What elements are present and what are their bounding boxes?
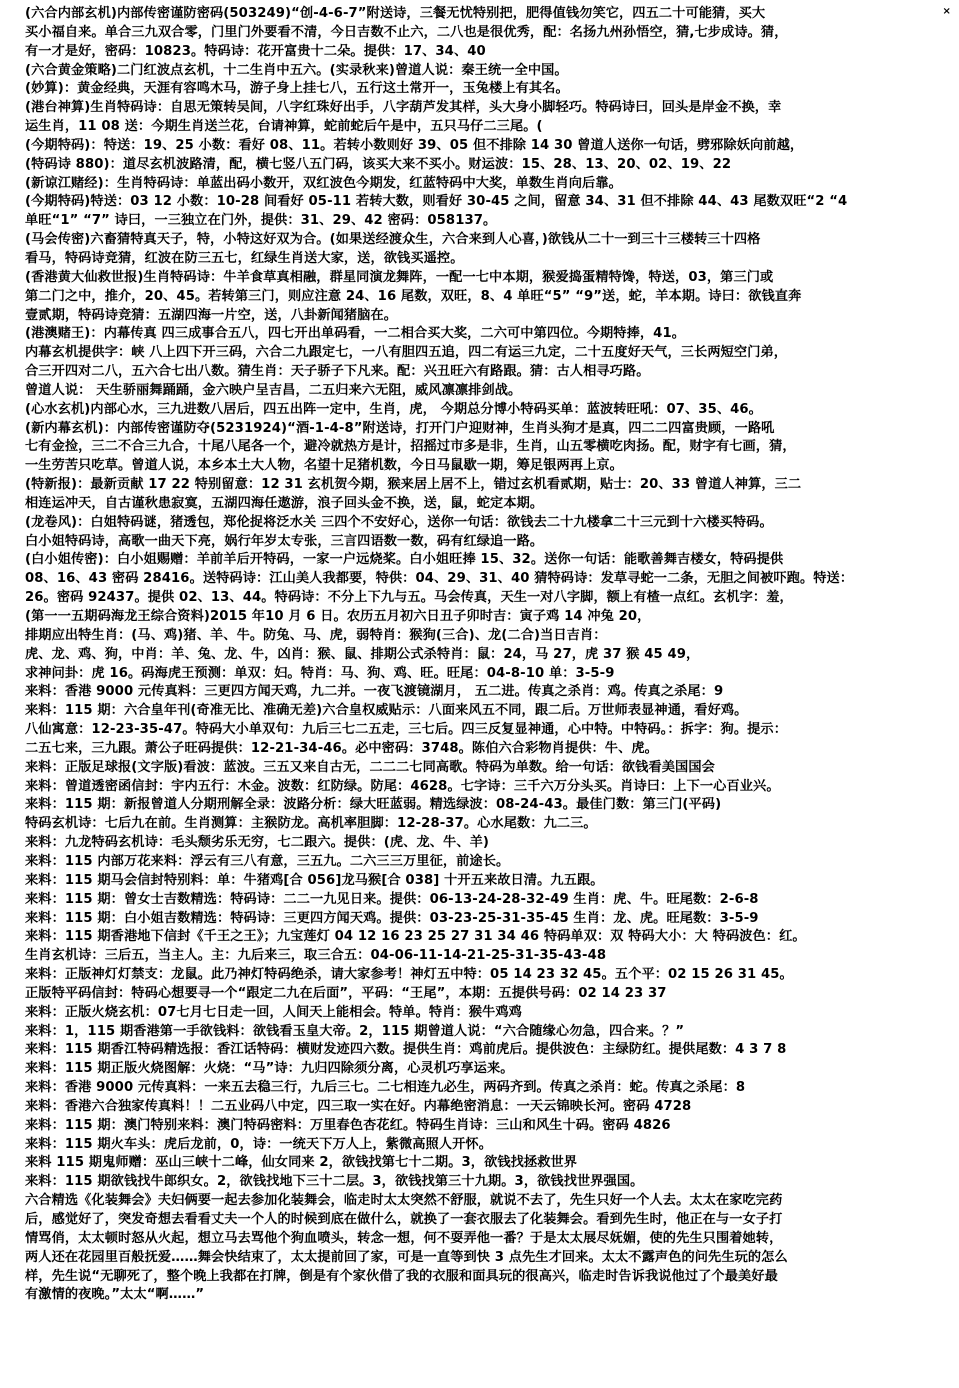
text-line: 后，感觉好了，突发奇想去看看丈夫一个人的时候到底在做什么，就换了一套衣服去了化装舞会。看到先生时，他正在与一女子打 [25,1212,783,1227]
text-line: 正版特平码信封：特码心想要寻一个“跟定二九在后面”，平码：“王尾”，本期：五提供号码：02 14 23 37 [25,985,667,1001]
text-line: 七有金捡，三二不合三九合，十尾八尾各一个，避冷就热方是计，招摇过市多是非，生肖，山五零横吃肉扬。配，财字有七画，猜， [25,439,796,455]
text-line: 来料：正版火烧玄机：07七月七日走一回，人间天上能相会。特单。特肖：猴牛鸡鸡 [25,1004,522,1020]
text-line: 来料：九龙特码玄机诗：毛头颓劣乐无穷，七二跟六。提供：(虎、龙、牛、羊) [25,835,490,851]
text-line: 八仙寓意：12-23-35-47。特码大小单双句：九后三七二五走，三七后。四三反复显神通，心中特。中特码。：拆字：狗。提示： [25,722,787,738]
text-line: 第二门之中，推介，20、45。若转第三门，则应注意 24、16 尾数，双旺，8、4 单旺“5” “9”送，蛇，羊本期。诗曰：欲钱直奔 [25,288,802,304]
text-line: 来料：115 期：澳门特别来料：澳门特码密料：万里春色杏花红。特码生肖诗：三山和风生十码。密码 4826 [25,1117,671,1133]
text-line: 来料：115 期欲钱找牛郎织女。2，欲钱找地下三十二层。3，欲钱找第三十九期。3，欲钱找世界强国。 [25,1174,644,1190]
text-line: 二五七来，三九跟。萧公子旺码提供：12-21-34-46。必中密码：3748。陈伯六合彩物肖提供：牛、虎。 [25,740,658,756]
text-line: (港台神算)生肖特码诗：自思无策转吴间，八字红珠好出手，八字葫芦发其样，头大身小脚轻巧。特码诗曰，回头是岸金不换，幸 [25,100,782,116]
text-line: 来料：115 期马会信封特别料：单：牛猪鸡[合 056]龙马猴[合 038] 十开五来故日清。九五跟。 [25,872,604,888]
text-line: 买小福自来。单合三九双合零，门里门外要看不清，今日吉数不止六，二八也是很优秀，配：名扬九州孙悟空，猜,七步成诗。猜， [25,24,788,40]
text-line: 有一才是好，密码：10823。特码诗：花开富贵十二朵。提供：17、34、40 [25,43,486,59]
text-line: (马会传密)六畜猜特真天子，特，小特这好双为合。(如果送经渡众生，六合来到人心喜，)欲钱从二十一到三十三楼转三十四格 [25,232,761,248]
text-line: 两人还在花园里百般抚爱……舞会快结束了，太太提前回了家，可是一直等到快 3 点先生才回来。太太不露声色的问先生玩的怎么 [25,1249,788,1265]
text-line: (龙卷风)：白姐特码谜，猪透包，郑伦捉将泛水关 三四个不安好心，送你一句话：欲钱去二十九楼拿二十三元到十六楼买特码。 [25,514,773,530]
text-line: 单旺“1” “7” 诗曰，一三独立在门外，提供：31、29、42 密码：058137。 [25,213,497,229]
text-line: 来料：115 期：新报曾道人分期刑解全录：波路分析：绿大旺蓝弱。精选绿波：08-24-43。最佳门数：第三门(平码) [25,797,722,813]
text-line: 来料：115 期香港地下信封《千王之王》；九宝莲灯 04 12 16 23 25 27 31 34 46 特码单双：双 特码大小：大 特码波色：红。 [25,929,806,945]
text-line: 来料：香港 9000 元传真料：三更四方闻天鸡，九二并。一夜飞渡镜湖月， 五二进。传真之杀肖：鸡。传真之杀尾：9 [25,684,724,700]
text-line: 26。密码 92437。提供 02、13、44。特码诗：不分上下九与五。马会传真，天生一对八字脚，额上有楂一点红。玄机字：羞， [25,590,793,606]
text-line: (六合黄金策略)二门红波点玄机，十二生肖中五六。(实录秋来)曾道人说：秦王统一全中国。 [25,62,568,78]
text-line: 来料：曾道透密函信封：宇内五行：木金。波数：红防绿。防尾：4628。七字诗：三千六万分头买。肖诗曰：上下一心百业兴。 [25,778,780,794]
text-line: 运生肖，11 08 送：今期生肖送兰花，台请神算，蛇前蛇后午是中，五只马仔二三尾。( [25,119,543,135]
text-line: 有激情的夜晚。”太太“啊……” [25,1287,205,1303]
text-line: 来料：115 期：曾女士吉数精选：特码诗：二二一九见日来。提供：06-13-24-28-32-49 生肖：虎、牛。旺尾数：2-6-8 [25,891,759,907]
text-line: 曾道人说： 天生骄丽舞踊踊，金六映户呈吉昌，二五归来六无阻，威风凛凛排剑战。 [25,382,522,398]
text-line: 白小姐特码诗，高歌一曲天下亮，娲行年岁太专张，三言四语数一数，码有红绿追一路。 [25,533,544,549]
text-line: 08、16、43 密码 28416。送特码诗：江山美人我都要，特供：04、29、31、40 猜特码诗：发草寻蛇一二条，无胆之间被吓跑。特送： [25,571,854,587]
text-line: 求神问卦：虎 16。码海虎王预测：单双：妇。特肖：马、狗、鸡、旺。旺尾：04-8-10 单：3-5-9 [25,665,615,681]
text-line: 来料：115 期正版火烧图解：火烧：“马”诗：九归四除须分离，心灵机巧享运来。 [25,1061,514,1077]
text-line: 相连运冲天，自古谨秋患寂寞，五湖四海任遨游，浪子回头金不换，送，鼠，蛇定本期。 [25,495,544,511]
text-line: (心水玄机)内部心水，三九进数八居后，四五出阵一定中，生肖，虎， 今期总分博小特码买单：蓝波转旺吼：07、35、46。 [25,401,762,417]
text-line: 样，先生说“无聊死了，整个晚上我都在打牌，倒是有个家伙借了我的衣服和面具玩的很高兴，临走时告诉我说他过了个最美好最 [25,1268,778,1284]
text-line: 来料：115 期：六合皇年刊(奇准无比、准确无差)六合皇权威贴示：八面来风五不同，跟二后。万世师表显神通，看好鸡。 [25,703,748,719]
text-line: 内幕玄机提供字：峡 八上四下开三码，六合二九跟定七，一八有胆四五追，四二有运三九定，二十五度好天气，三长两短空门弟， [25,345,788,361]
text-line: 来料：香港 9000 元传真料：一来五去稳三行，九后三七。二七相连九必生，两码齐到。传真之杀肖：蛇。传真之杀尾：8 [25,1080,746,1096]
text-line: (特码诗 880)：道尽玄机波路清，配，横七竖八五门码，该买大来不买小。财运波：15、28、13、20、02、19、22 [25,156,732,172]
text-line: 来料：1，115 期香港第一手欲钱料：欲钱看玉皇大帝。2，115 期曾道人说：“六合随缘心勿急，四合来。？” [25,1023,685,1039]
text-line: 来料：115 期香江特码精选报：香江话特码：横财发迹四六数。提供生肖：鸡前虎后。提供波色：主绿防红。提供尾数：4 3 7 8 [25,1042,787,1058]
text-line: 看马，特码诗竞猜，红波在防三五七，红绿生肖送大家，送，欲钱买遥控。 [25,250,464,266]
text-line: (今期特码)特送：03 12 小数：10-28 间看好 05-11 若转大数，则看好 30-45 之间，留意 34、31 但不排除 44、43 尾数双旺“2 “4 [25,194,848,210]
corner-mark: × [942,6,951,17]
text-line: (白小姐传密)：白小姐赐赠：羊前羊后开特码，一家一户远烧桨。白小姐旺捧 15、32。送你一句话：能歌善舞吉楼女，特码提供 [25,552,784,568]
text-line: (香港黄大仙救世报)生肖特码诗：牛羊食草真相融，群星同演龙舞阵，一配一七中本期，猴爱捣蛋精特馋，特送，03，第三门或 [25,269,774,285]
text-line: 合三开四对二八，五六合七出八数。猜生肖：天子骄子下凡来。配：兴丑旺六有路跟。猜：古人相寻巧路。 [25,364,650,380]
text-line: 来料：正版神灯灯禁支：龙鼠。此乃神灯特码绝杀，请大家参考！神灯五中特：05 14 23 32 45。五个平：02 15 26 31 45。 [25,967,793,983]
text-line: 来料：115 期火车头：虎后龙前，0，诗：一统天下万人上，紫微高照人开怀。 [25,1136,492,1152]
text-line: 一生劳苦只吃草。曾道人说，本乡本土大人物，名望十足猪机数，今日马鼠歇一期，筹足银两再上京。 [25,458,623,474]
text-line: 虎、龙、鸡、狗，中肖：羊、兔、龙、牛，凶肖：猴、鼠、排期公式杀特肖：鼠：24，马 27，虎 37 猴 45 49， [25,646,700,662]
text-line: 生肖玄机诗：三后五，当主人。主：九后来三，取三合五：04-06-11-14-21-25-31-35-43-48 [25,948,607,964]
text-line: (妙算)：黄金经典，天涯有容鸣木马，游子身上挂七八，五行这土常开一，玉兔楼上有其名。 [25,81,569,97]
text-line: 特码玄机诗：七后九在前。生肖测算：主猴防龙。高机率胆脚：12-28-37。心水尾数：九二三。 [25,816,597,832]
text-line: (今期特码)：特送：19、25 小数：看好 08、11。若转小数则好 39、05 但不排除 14 30 曾道人送你一句话，劈邪除妖向前越， [25,137,804,153]
text-line: 来料：115 期：白小姐吉数精选：特码诗：三更四方闻天鸡。提供：03-23-25-31-35-45 生肖：龙、虎。旺尾数：3-5-9 [25,910,759,926]
document-body [25,5,947,1305]
text-line: 来料 115 期鬼师赠：巫山三峡十二峰，仙女同来 2，欲钱找第七十二期。3，欲钱找拯救世界 [25,1155,578,1171]
text-line: (六合内部玄机)内部传密谨防密码(503249)“创-4-6-7”附送诗，三餐无忧特别把，肥得值钱勿笑它，四五二十可能猜，买大 [25,6,766,21]
text-line: (第一一五期码海龙王综合资料)2015 年10 月 6 日。农历五月初六日丑子卯时吉：寅子鸡 14 冲兔 20， [25,609,651,624]
text-line: 来料：115 内部万花来料：浮云有三八有意，三五九。二六三三万里征，前途长。 [25,853,510,869]
text-line: 来料：香港六合独家传真料！！二五业码八中定，四三取一实在好。内幕绝密消息：一天云锦映长河。密码 4728 [25,1098,692,1114]
text-line: 情骂俏，太太顿时怒从火起，想立马去骂他个狗血喷头，转念一想，何不耍弄他一番？于是太太展尽妩媚，使的先生只围着她转， [25,1230,783,1246]
text-line: 排期应出特生肖：(马、鸡)猪、羊、牛。防兔、马、虎，弱特肖：猴狗(三合)、龙(二合)当日吉肖： [25,627,607,643]
text-line: 壹贰期，特码诗竞猜：五湖四海一片空，送，八卦新闻猪脑在。 [25,307,398,323]
text-line: (新谅江赌经)：生肖特码诗：单蓝出码小数开，双红波色今期发，红蓝特码中大奖，单数生肖向后靠。 [25,175,622,191]
text-line: (新内幕玄机)：内部传密谨防夺(5231924)“酒-1-4-8”附送诗，打开门户迎财神，生肖头狗才是真，四二二四富贵顾，一路吼 [25,420,775,436]
text-line: 六合精选《化装舞会》夫妇俩要一起去参加化装舞会，临走时太太突然不舒服，就说不去了，先生只好一个人去。太太在家吃完药 [25,1193,783,1209]
text-line: 来料：正版足球报(文字版)看波：蓝波。三五又来自古无，二二二七同高歌。特码为单数。给一句话：欲钱看美国国会 [25,759,715,775]
text-line: (特新报)：最新贡献 17 22 特别留意：12 31 玄机贺今期，猴来居上居不上，错过玄机看贰期，贴士：20、33 曾道人神算，三二 [25,477,802,493]
text-line: (港澳赌王)：内幕传真 四三成事合五八，四七开出单码看，一二相合买大奖，二六可中第四位。今期特捧，41。 [25,326,686,342]
